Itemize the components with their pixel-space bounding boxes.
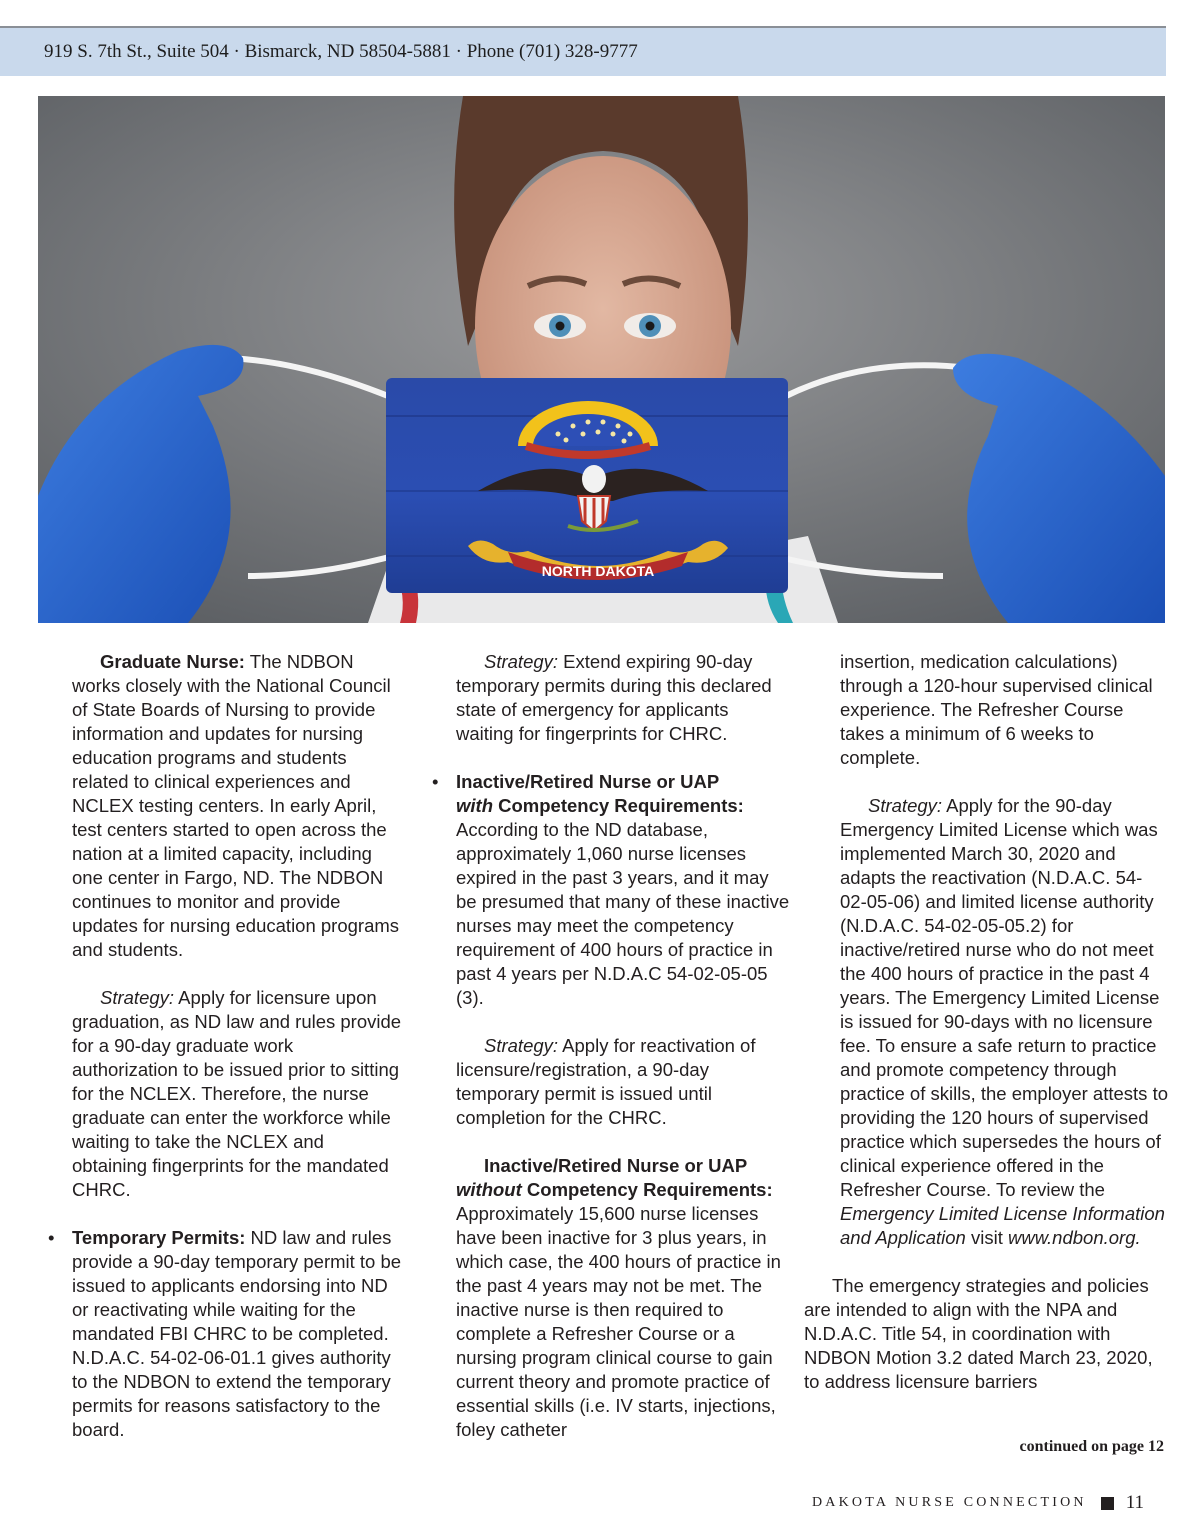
hero-image-nurse-with-north-dakota-mask	[38, 96, 1165, 623]
inactive-without-competency-text: Approximately 15,600 nurse licenses have been inactive for 3 plus years, in which case, the 400 hours of practice in the past 4 years may not be met. The inactive nurse is then required to complete a Refresher Course or a nursing program clinical course to gain current theory and promote practice of essential skills (i.e. IV starts, injections, foley catheter	[456, 1203, 781, 1440]
strategy-text: Apply for licensure upon graduation, as ND law and rules provide for a 90-day graduate work authorization to be issued prior to sitting for the NCLEX. Therefore, the nurse graduate can enter the workforce while waiting to take the NCLEX and obtaining fingerprints for the mandated CHRC.	[72, 987, 402, 1200]
bullet: •	[48, 1227, 55, 1248]
inactive-with-competency-text: According to the ND database, approximately 1,060 nurse licenses expired in the past 3 years, and it may be presumed that many of these inactive nurses may meet the competency requirement of 400 hours of practice in past 4 years per N.D.A.C 54-02-05-05 (3).	[456, 819, 790, 1008]
inactive-without-competency-paragraph	[456, 1154, 791, 1442]
bullet: •	[432, 771, 439, 792]
graduate-nurse-paragraph	[72, 650, 402, 962]
footer-square-icon	[1101, 1497, 1114, 1510]
strategy-text: Apply for reactivation of licensure/registration, a 90-day temporary permit is issued until completion for the CHRC.	[456, 1035, 756, 1128]
inactive-with-competency-heading: Inactive/Retired Nurse or UAP with Competency Requirements:	[456, 771, 744, 816]
inactive-without-competency-heading: Inactive/Retired Nurse or UAP without Competency Requirements:	[456, 1155, 773, 1200]
strategy-label: Strategy:	[484, 1035, 559, 1056]
column-2	[432, 650, 791, 1442]
temporary-permits-heading: Temporary Permits:	[72, 1227, 246, 1248]
strategy-label: Strategy:	[100, 987, 175, 1008]
mask-scroll-text: NORTH DAKOTA	[541, 563, 655, 579]
emergency-license-doc-title: Emergency Limited License Information and Application	[840, 1203, 1165, 1248]
strategy-label: Strategy:	[868, 795, 943, 816]
address-bar: 919 S. 7th St., Suite 504 · Bismarck, ND 58504-5881 · Phone (701) 328-9777	[0, 28, 1166, 76]
refresher-course-continued-text: insertion, medication calculations) through a 120-hour supervised clinical experience. The Refresher Course takes a minimum of 6 weeks to complete.	[840, 651, 1153, 768]
strategy-paragraph: Strategy: Apply for the 90-day Emergency Limited License which was implemented March 30, 2020 and adapts the reactivation (N.D.A.C. 54-02-05-06) and limited license authority (N.D.A.C. 54-02-05-05.2) for inactive/retired nurse who do not meet the 400 hours of practice in the past 4 years. The Emergency Limited License is issued for 90-days with no licensure fee. To ensure a safe return to practice and promote competency through practice of skills, the employer attests to providing the 120 hours of supervised practice which supersedes the hours of clinical experience offered in the Refresher Course. To review the Emergency Limited License Information and Application visit www.ndbon.org.	[840, 795, 1168, 1248]
inactive-with-competency-paragraph	[432, 770, 791, 1010]
graduate-nurse-text: The NDBON works closely with the National Council of State Boards of Nursing to provide information and updates for nursing education programs and students related to clinical experiences and NCLEX testing centers. In early April, test centers started to open across the nation at a limited capacity, including one center in Fargo, ND. The NDBON continues to monitor and provide updates for nursing education programs and students.	[72, 651, 400, 960]
strategy-paragraph	[456, 650, 791, 746]
strategy-paragraph	[456, 1034, 791, 1130]
column-1	[48, 650, 402, 1442]
temporary-permits-text: ND law and rules provide a 90-day temporary permit to be issued to applicants endorsing into ND or reactivating while waiting for the mandated FBI CHRC to be completed. N.D.A.C. 54-02-06-01.1 gives authority to the NDBON to extend the temporary permits for reasons satisfactory to the board.	[72, 1227, 402, 1440]
ndbon-website-link[interactable]: www.ndbon.org.	[1007, 1227, 1141, 1248]
strategy-text: Apply for the 90-day Emergency Limited License which was implemented March 30, 2020 and adapts the reactivation (N.D.A.C. 54-02-05-06) and limited license authority (N.D.A.C. 54-02-05-05.2) for inactive/retired nurse who do not meet the 400 hours of practice in the past 4 years. The Emergency Limited License is issued for 90-days with no licensure fee. To ensure a safe return to practice and promote competency through practice of skills, the employer attests to providing the 120 hours of supervised practice which supersedes the hours of clinical experience offered in the Refresher Course. To review the	[840, 795, 1168, 1200]
magazine-title: DAKOTA NURSE CONNECTION	[812, 1495, 1087, 1510]
page-number: 11	[1125, 1492, 1144, 1513]
continued-on-page: continued on page 12	[1019, 1438, 1164, 1455]
temporary-permits-paragraph	[48, 1226, 402, 1442]
page-footer	[812, 1492, 1144, 1514]
column-3	[804, 650, 1168, 1394]
strategy-paragraph	[72, 986, 402, 1202]
strategy-text: Extend expiring 90-day temporary permits during this declared state of emergency for applicants waiting for fingerprints for CHRC.	[456, 651, 772, 744]
closing-paragraph: The emergency strategies and policies are intended to align with the NPA and N.D.A.C. Title 54, in coordination with NDBON Motion 3.2 dated March 23, 2020, to address licensure barriers	[804, 1275, 1153, 1392]
graduate-nurse-heading: Graduate Nurse:	[100, 651, 245, 672]
strategy-label: Strategy:	[484, 651, 559, 672]
